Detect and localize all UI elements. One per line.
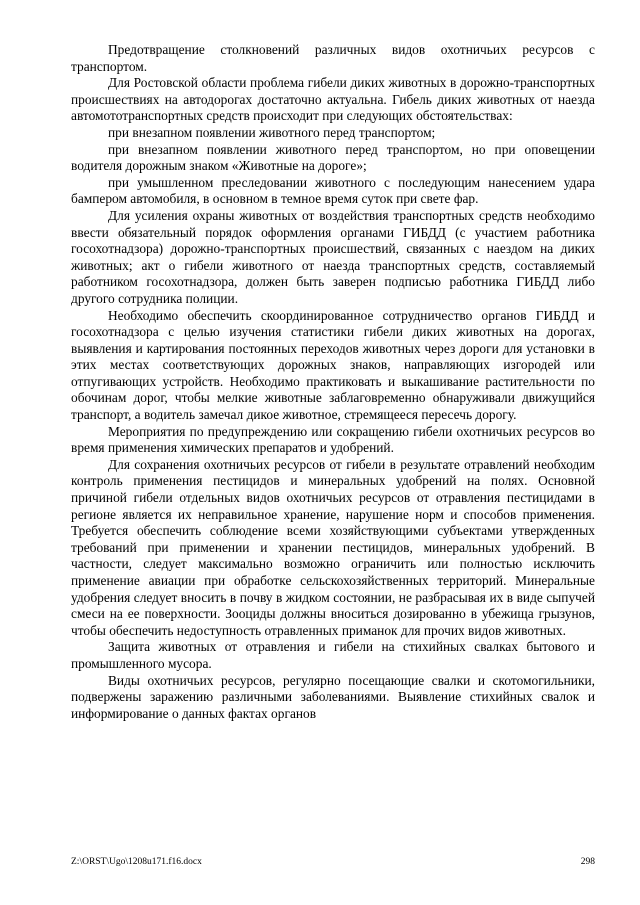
paragraph-gibdd-procedure: Для усиления охраны животных от воздействия транспортных средств необходимо ввести обязательный порядок оформления органами ГИБДД (с участием работника госохотнадзора) дорожно-транспортных происшествий, связанных с наездом на диких животных; акт о гибели животного от наезда транспортных средств, составляемый работником госохотнадзора, должен быть заверен подписью работника ГИБДД либо другого сотрудника полиции. xyxy=(71,207,595,306)
page-number: 298 xyxy=(580,857,595,867)
paragraph-case-pursuit: при умышленном преследовании животного с последующим нанесением удара бампером автомобиля, в основном в темное время суток при свете фар. xyxy=(71,174,595,207)
paragraph-dumps-diseases: Виды охотничьих ресурсов, регулярно посещающие свалки и скотомогильники, подвержены заражению различными заболеваниями. Выявление стихийных свалок и информирование о данных фактах органов xyxy=(71,672,595,721)
paragraph-case-sudden-appearance: при внезапном появлении животного перед транспортом; xyxy=(108,124,436,140)
paragraph-case-road-sign: при внезапном появлении животного перед транспортом, но при оповещении водителя дорожным знаком «Животные на дороге»; xyxy=(71,141,595,174)
paragraph-heading-chemicals: Мероприятия по предупреждению или сокращению гибели охотничьих ресурсов во время применения химических препаратов и удобрений. xyxy=(71,423,595,456)
paragraph-heading-transport: Предотвращение столкновений различных видов охотничьих ресурсов с транспортом. xyxy=(71,42,595,74)
paragraph-pesticide-control: Для сохранения охотничьих ресурсов от гибели в результате отравлений необходим контроль применения пестицидов и минеральных удобрений на полях. Основной причиной гибели отдельных видов охотничьих ресурсов от отравления пестицидами в регионе является их неправильное хранение, нарушение норм и способов применения. Требуется обеспечить соблюдение всеми хозяйствующими субъектами утвержденных требований при применении и хранении пестицидов, минеральных удобрений. В частности, следует максимально возможно ограничить или полностью исключить применение авиации при обработке сельскохозяйственных территорий. Минеральные удобрения следует вносить в почву в жидком состоянии, не разбрасывая их в виде сыпучей смеси на ее поверхности. Зооциды должны вноситься дозированно в убежища грызунов, чтобы обеспечить недоступность отравленных приманок для прочих видов животных. xyxy=(71,456,595,638)
paragraph-cooperation: Необходимо обеспечить скоординированное сотрудничество органов ГИБДД и госохотнадзора с целью изучения статистики гибели диких животных на дорогах, выявления и картирования постоянных переходов животных через дороги для установки в этих местах соответствующих дорожных знаков, направляющих изгородей или отпугивающих устройств. Необходимо практиковать и выкашивание растительности по обочинам дорог, чтобы мелкие животные заблаговременно обнаруживали движущийся транспорт, а водитель замечал дикое животное, стремящееся пересечь дорогу. xyxy=(71,307,595,423)
paragraph-heading-dumps: Защита животных от отравления и гибели на стихийных свалках бытового и промышленного мусора. xyxy=(71,639,595,671)
document-body xyxy=(71,42,595,722)
paragraph-rostov-problem: Для Ростовской области проблема гибели диких животных в дорожно-транспортных происшествиях на автодорогах достаточно актуальна. Гибель диких животных от наезда автомототранспортных средств происходит при следующих обстоятельствах: xyxy=(71,75,595,124)
footer-file-path: Z:\ORST\Ugo\1208u171.f16.docx xyxy=(71,857,202,867)
